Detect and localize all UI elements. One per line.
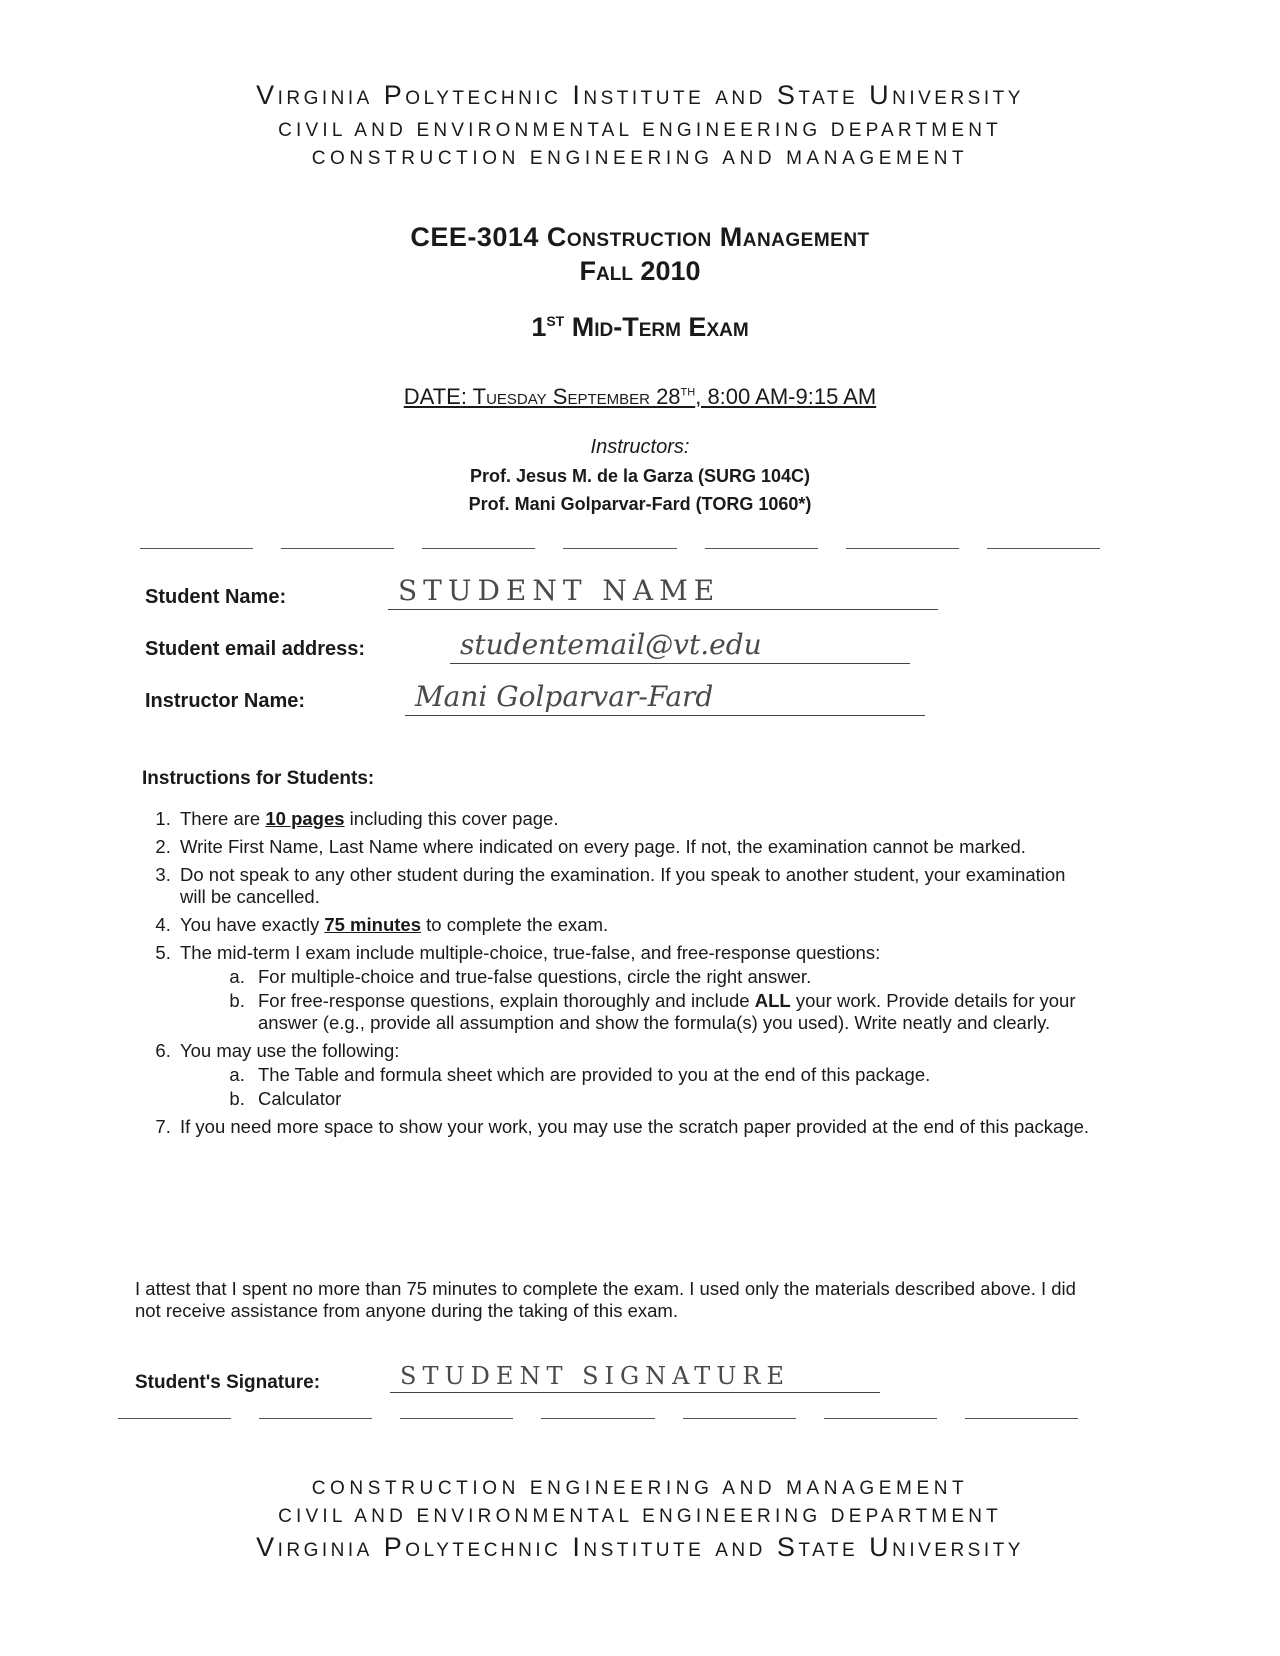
exam-date — [0, 384, 1280, 410]
department-footer: CIVIL AND ENVIRONMENTAL ENGINEERING DEPARTMENT — [278, 1506, 1002, 1527]
instruction-text: including this cover page. — [344, 808, 559, 829]
time-limit: 75 minutes — [324, 914, 421, 935]
list-item — [176, 1040, 1096, 1110]
exam-title-rest: Mid-Term Exam — [564, 312, 749, 342]
program-header: CONSTRUCTION ENGINEERING AND MANAGEMENT — [311, 148, 969, 169]
instructions-heading: Instructions for Students: — [142, 768, 375, 789]
instruction-text: to complete the exam. — [421, 914, 609, 935]
instructors-label: Instructors: — [590, 436, 690, 458]
sub-list-item: a. For multiple-choice and true-false questions, circle the right answer. — [250, 966, 1096, 988]
list-item: 3. Do not speak to any other student during the examination. If you speak to another student, your examination will be cancelled. — [176, 864, 1096, 908]
sub-list-item: a. The Table and formula sheet which are provided to you at the end of this package. — [250, 1064, 1096, 1086]
list-item: 7. If you need more space to show your work, you may use the scratch paper provided at the end of this package. — [176, 1116, 1096, 1138]
list-item — [176, 914, 1096, 936]
exam-title — [0, 312, 1280, 343]
divider-top — [140, 548, 1100, 550]
exam-date-sup: TH — [680, 386, 696, 399]
list-item — [176, 808, 1096, 830]
sub-list — [180, 966, 1096, 1034]
instructor-1: Prof. Jesus M. de la Garza (SURG 104C) — [469, 466, 811, 486]
sub-list-item: b. Calculator — [250, 1088, 1096, 1110]
student-email-field[interactable]: studentemail@vt.edu — [450, 628, 910, 664]
university-footer: Virginia Polytechnic Institute and State University — [256, 1532, 1024, 1562]
student-name-label: Student Name: — [145, 586, 287, 608]
instructor-name-field[interactable]: Mani Golparvar-Fard — [405, 680, 925, 716]
emphasis: ALL — [754, 990, 791, 1011]
exam-date-rest: , 8:00 AM-9:15 AM — [695, 384, 877, 409]
instruction-text: your work. Provide details for your answer (e.g., provide all assumption and show the formula(s) you used). Write neatly and clearly. — [258, 990, 1076, 1033]
department-header: CIVIL AND ENVIRONMENTAL ENGINEERING DEPARTMENT — [278, 120, 1002, 141]
instruction-text: You may use the following: — [180, 1040, 400, 1061]
exam-title-sup: ST — [546, 313, 565, 329]
university-header: Virginia Polytechnic Institute and State University — [256, 80, 1024, 110]
instruction-text: For free-response questions, explain thoroughly and include — [258, 990, 755, 1011]
instructor-name-label: Instructor Name: — [145, 690, 306, 712]
sub-list-item — [250, 990, 1096, 1034]
term-title: Fall 2010 — [579, 256, 701, 286]
attestation-text: I attest that I spent no more than 75 minutes to complete the exam. I used only the materials described above. I did not receive assistance from anyone during the taking of this exam. — [135, 1278, 1076, 1321]
instruction-text: You have exactly — [180, 914, 325, 935]
signature-label: Student's Signature: — [135, 1372, 321, 1393]
exam-title-prefix: 1 — [531, 312, 547, 342]
instructions-list — [140, 808, 1096, 1144]
program-footer: CONSTRUCTION ENGINEERING AND MANAGEMENT — [311, 1478, 969, 1499]
instruction-text: The mid-term I exam include multiple-choice, true-false, and free-response questions: — [180, 942, 881, 963]
signature-field[interactable]: STUDENT SIGNATURE — [390, 1362, 880, 1393]
list-item: 2. Write First Name, Last Name where indicated on every page. If not, the examination cannot be marked. — [176, 836, 1096, 858]
student-name-field[interactable]: STUDENT NAME — [388, 574, 938, 610]
exam-date-prefix: DATE: Tuesday September 28 — [403, 384, 681, 409]
sub-list — [180, 1064, 1096, 1110]
divider-bottom — [118, 1418, 1078, 1420]
course-title: CEE-3014 Construction Management — [410, 222, 870, 252]
page-count: 10 pages — [265, 808, 345, 829]
instruction-text: There are — [180, 808, 266, 829]
list-item — [176, 942, 1096, 1034]
instructor-2: Prof. Mani Golparvar-Fard (TORG 1060*) — [468, 494, 812, 514]
student-email-label: Student email address: — [145, 638, 366, 660]
